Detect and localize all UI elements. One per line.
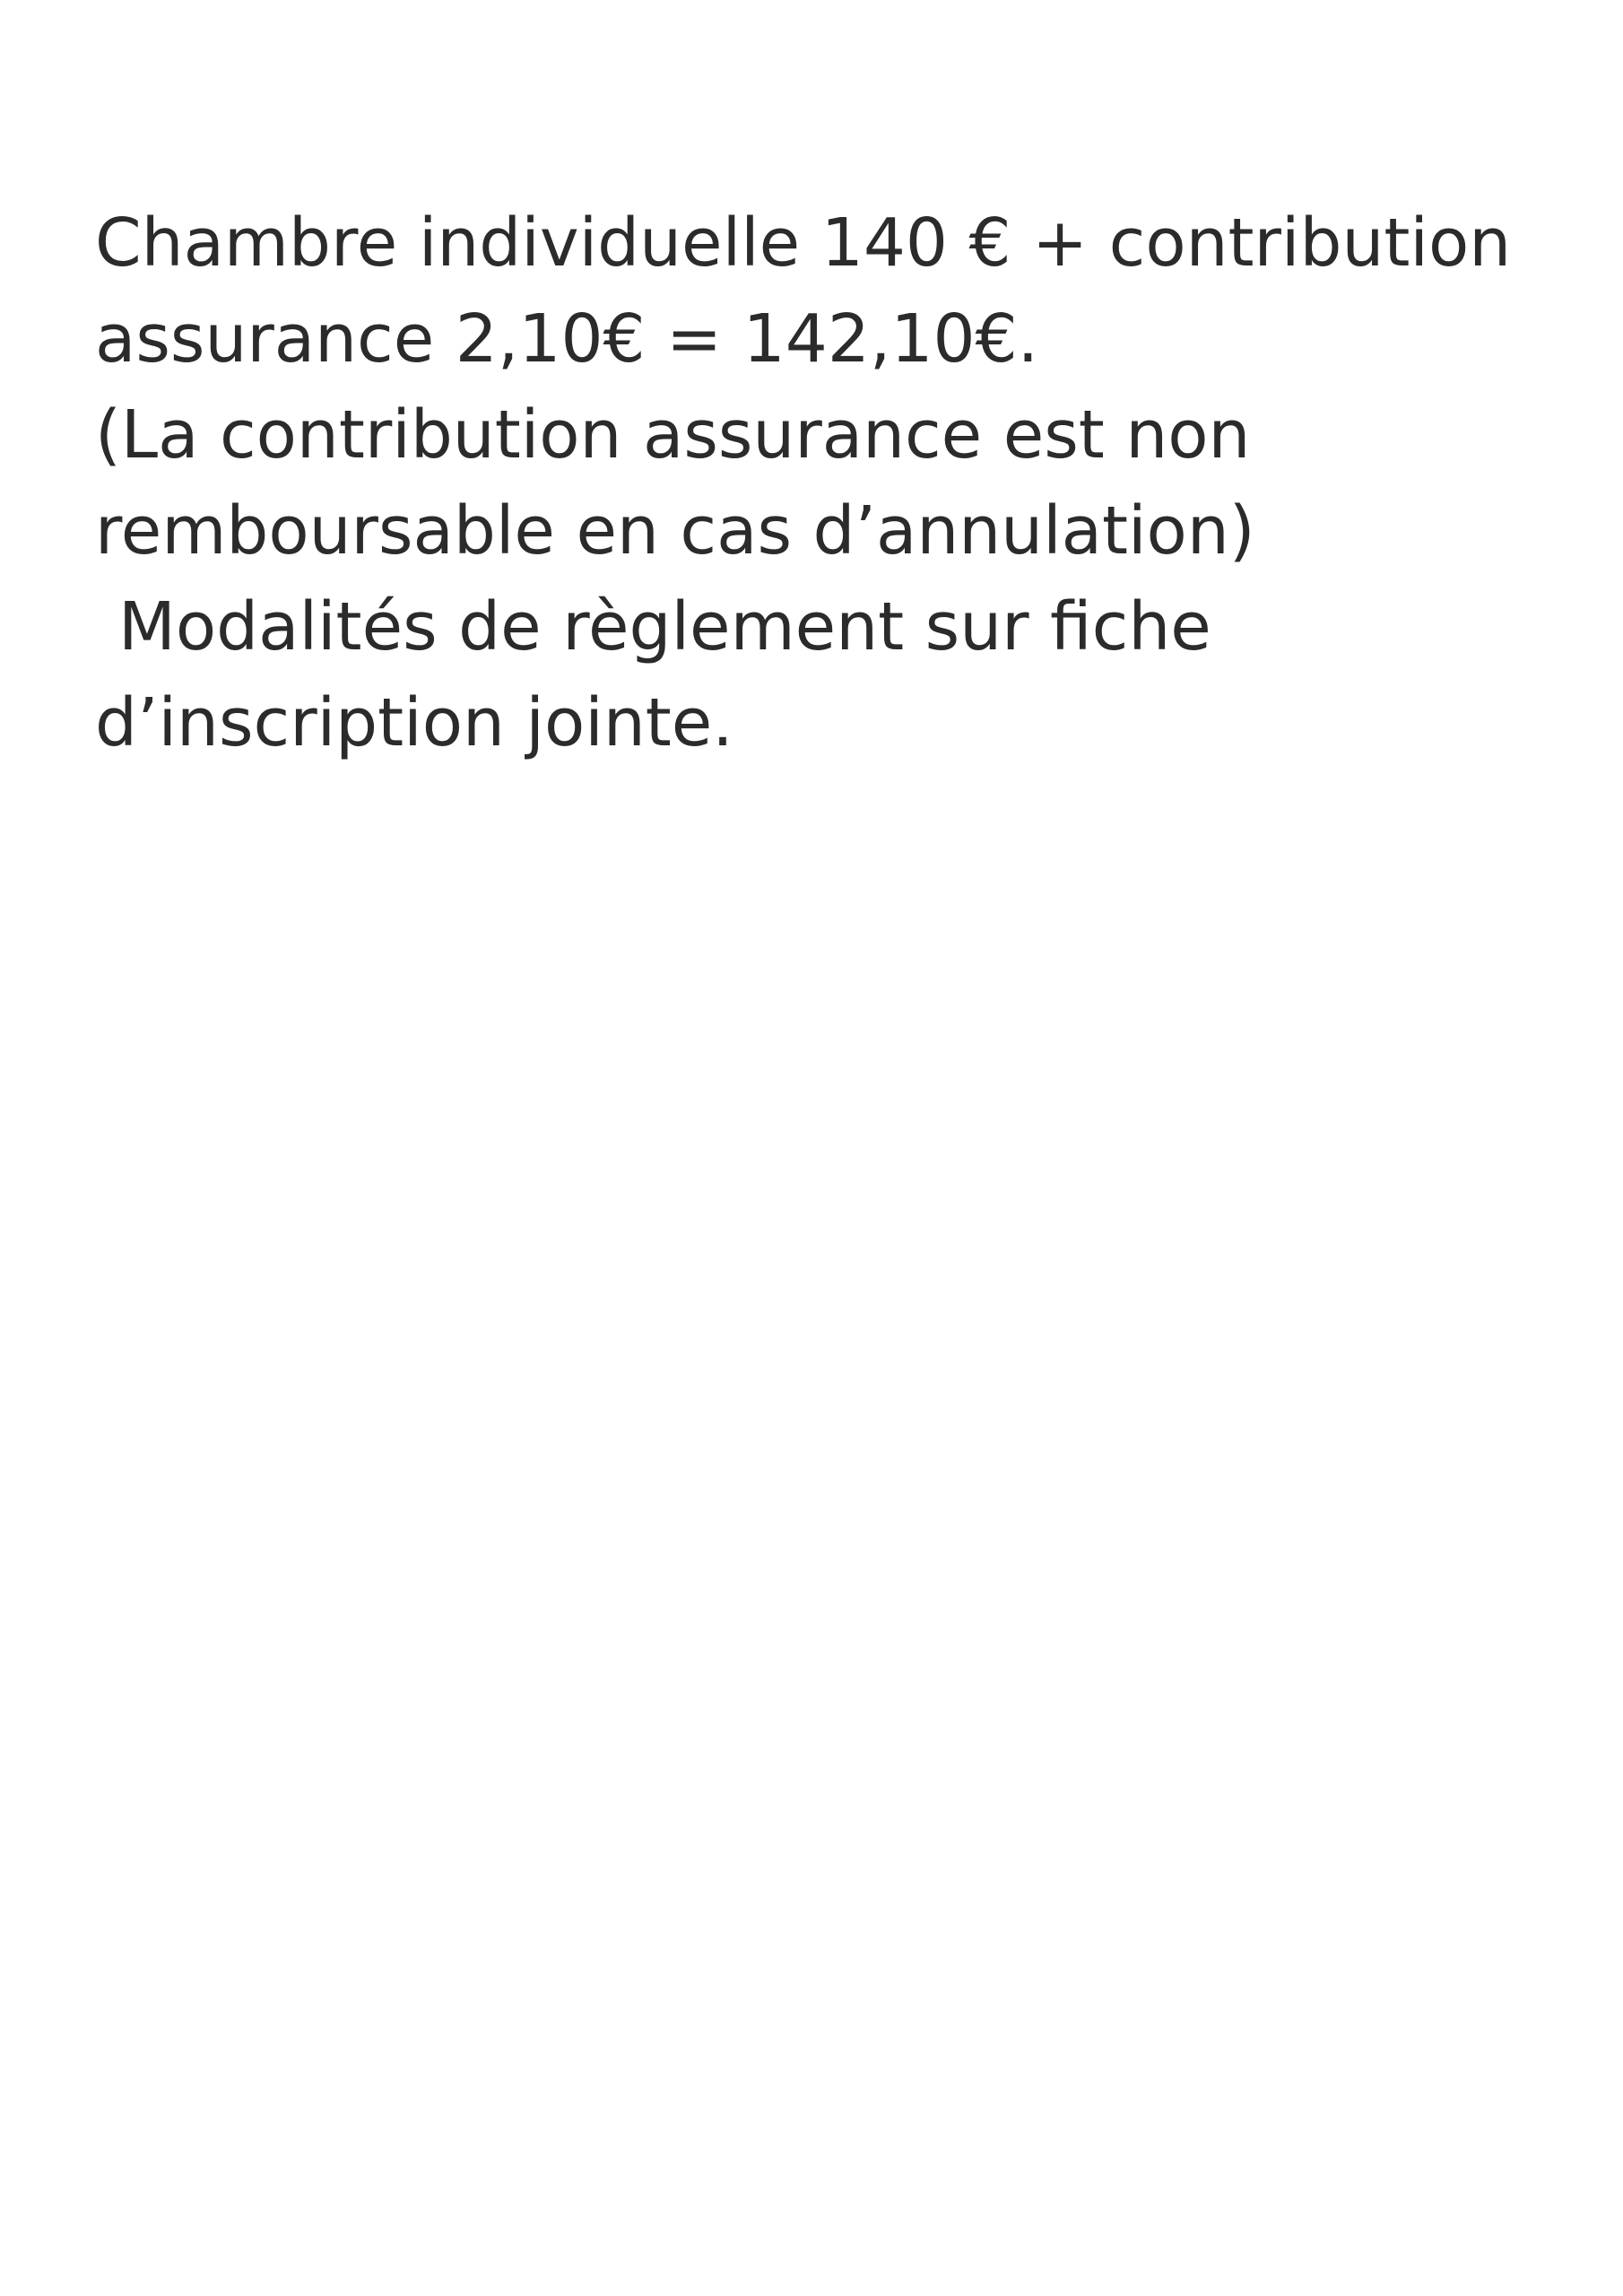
text-line-2: assurance 2,10€ = 142,10€. — [95, 300, 1039, 378]
text-line-5: Modalités de règlement sur fiche — [118, 588, 1211, 665]
text-line-1: Chambre individuelle 140 € + contribution — [95, 204, 1512, 282]
pricing-note — [95, 196, 1566, 771]
text-line-4: remboursable en cas d’annulation) — [95, 492, 1255, 570]
text-line-3: (La contribution assurance est non — [95, 396, 1251, 474]
text-line-6: d’inscription jointe. — [95, 684, 733, 761]
